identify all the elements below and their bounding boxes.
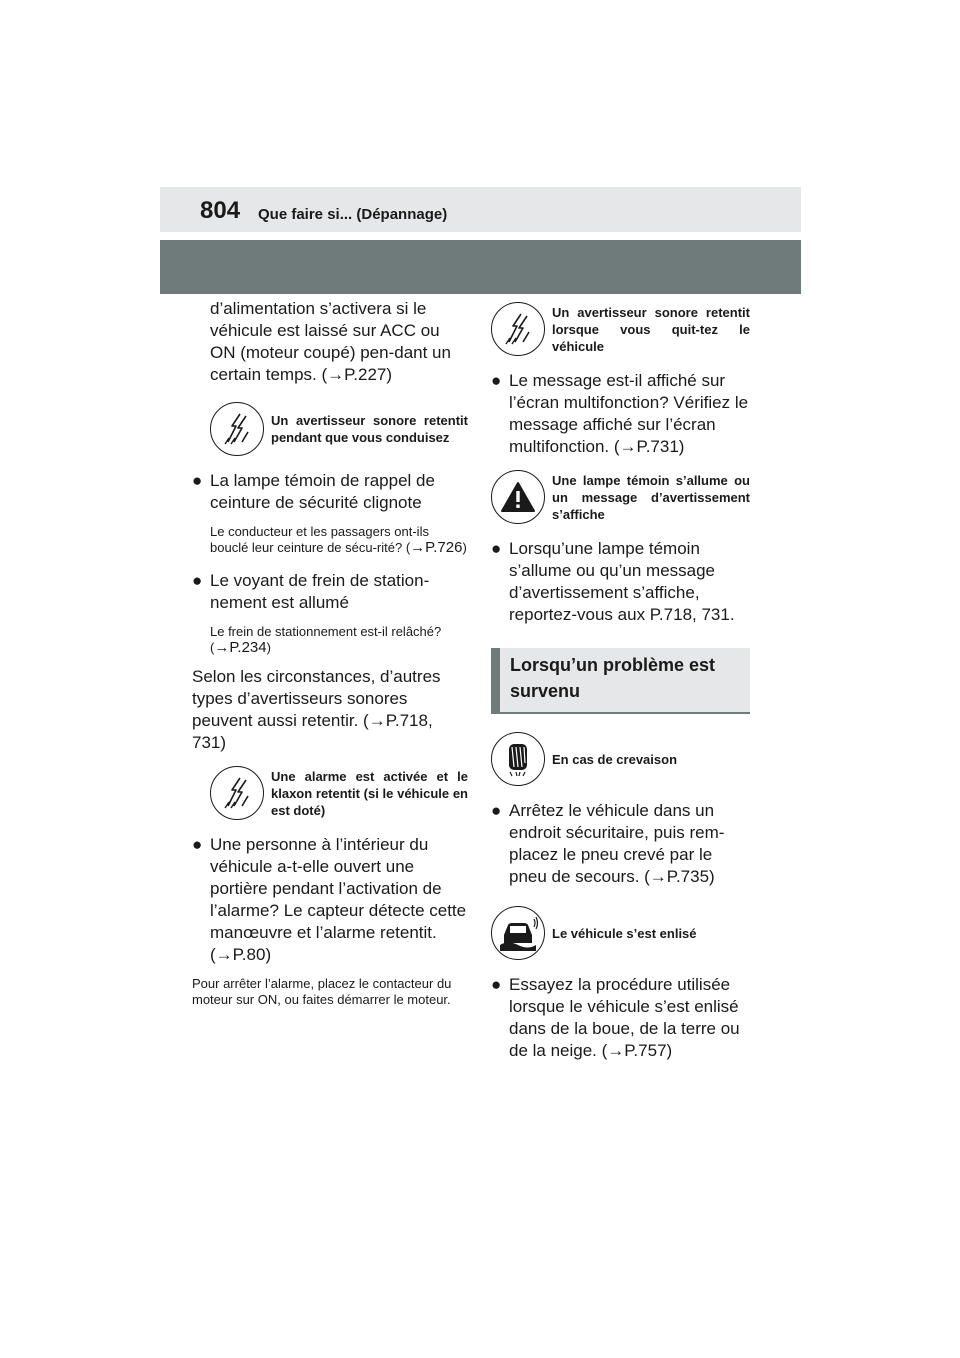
icon-block-label: Une alarme est activée et le klaxon retentit (si le véhicule en est doté) bbox=[271, 768, 468, 818]
bullet-dot: ● bbox=[491, 801, 502, 820]
icon-block-flat-tire bbox=[491, 732, 750, 786]
left-column bbox=[192, 298, 468, 1008]
bullet-dot: ● bbox=[491, 539, 502, 558]
bullet-parking-brake: ● Le voyant de frein de station-nement est allumé bbox=[192, 571, 430, 612]
warning-triangle-icon bbox=[491, 470, 545, 524]
icon-block-stuck-vehicle bbox=[491, 906, 750, 960]
section-heading-problem: Lorsqu’un problème est survenu bbox=[491, 648, 750, 714]
buzzer-icon bbox=[491, 302, 545, 356]
buzzer-icon bbox=[210, 766, 264, 820]
page-number: 804 bbox=[200, 197, 241, 224]
right-column bbox=[491, 298, 750, 1062]
circumstances-paragraph: Selon les circonstances, d’autres types d’avertisseurs sonores peuvent aussi retentir. (→P.718, 731) bbox=[192, 667, 441, 752]
icon-block-label: En cas de crevaison bbox=[552, 751, 678, 767]
icon-block-label: Un avertisseur sonore retentit pendant que vous conduisez bbox=[271, 413, 468, 445]
bullet-stuck-vehicle: ● Essayez la procédure utilisée lorsque le véhicule s’est enlisé dans de la boue, de la terre ou de la neige. (→P.757) bbox=[491, 975, 740, 1060]
chapter-title: Que faire si... (Dépannage) bbox=[258, 206, 448, 223]
intro-paragraph: d’alimentation s’activera si le véhicule est laissé sur ACC ou ON (moteur coupé) pen-dant un certain temps. (→P.227) bbox=[210, 299, 451, 384]
bullet-seatbelt: ● La lampe témoin de rappel de ceinture de sécurité clignote bbox=[192, 471, 435, 512]
bullet-warning-light: ● Lorsqu’une lampe témoin s’allume ou qu’un message d’avertissement s’affiche, reportez-vous aux P.718, 731. bbox=[491, 539, 735, 624]
icon-block-label: Le véhicule s’est enlisé bbox=[552, 925, 697, 941]
icon-block-label: Un avertisseur sonore retentit lorsque vous quit-tez le véhicule bbox=[552, 304, 750, 354]
bullet-flat-tire: ● Arrêtez le véhicule dans un endroit sécuritaire, puis rem-placez le pneu crevé par le pneu de secours. (→P.735) bbox=[491, 801, 725, 886]
icon-block-driving-buzzer bbox=[210, 402, 468, 456]
stuck-vehicle-icon bbox=[491, 906, 545, 960]
bullet-dot: ● bbox=[192, 835, 203, 854]
icon-block-label: Une lampe témoin s’allume ou un message d’avertissement s’affiche bbox=[552, 472, 750, 522]
bullet-dot: ● bbox=[192, 471, 203, 490]
header-gray-band bbox=[160, 240, 801, 294]
bullet-alarm-door: ● Une personne à l’intérieur du véhicule a-t-elle ouvert une portière pendant l’activation de l’alarme? Le capteur détecte cette manœuvre et l’alarme retentit. (→P.80) bbox=[192, 835, 467, 964]
page-reference: →P.234 bbox=[214, 639, 267, 656]
bullet-multifunction-message: ● Le message est-il affiché sur l’écran multifonction? Vérifiez le message affiché sur l’écran multifonction. (→P.731) bbox=[491, 371, 749, 456]
icon-block-warning-light bbox=[491, 470, 750, 524]
bullet-dot: ● bbox=[491, 975, 502, 994]
note-seatbelt: Le conducteur et les passagers ont-ils bouclé leur ceinture de sécu-rité? (→P.726) bbox=[210, 524, 467, 556]
flat-tire-icon bbox=[491, 732, 545, 786]
bullet-dot: ● bbox=[192, 571, 203, 590]
note-alarm-stop: Pour arrêter l’alarme, placez le contacteur du moteur sur ON, ou faites démarrer le moteur. bbox=[192, 976, 452, 1007]
note-parking-brake: Le frein de stationnement est-il relâché? (→P.234) bbox=[210, 624, 442, 656]
header-band bbox=[160, 187, 801, 232]
icon-block-alarm bbox=[210, 766, 468, 820]
icon-block-leaving-buzzer bbox=[491, 302, 750, 356]
bullet-dot: ● bbox=[491, 371, 502, 390]
buzzer-icon bbox=[210, 402, 264, 456]
page-reference: →P.726 bbox=[410, 539, 463, 556]
